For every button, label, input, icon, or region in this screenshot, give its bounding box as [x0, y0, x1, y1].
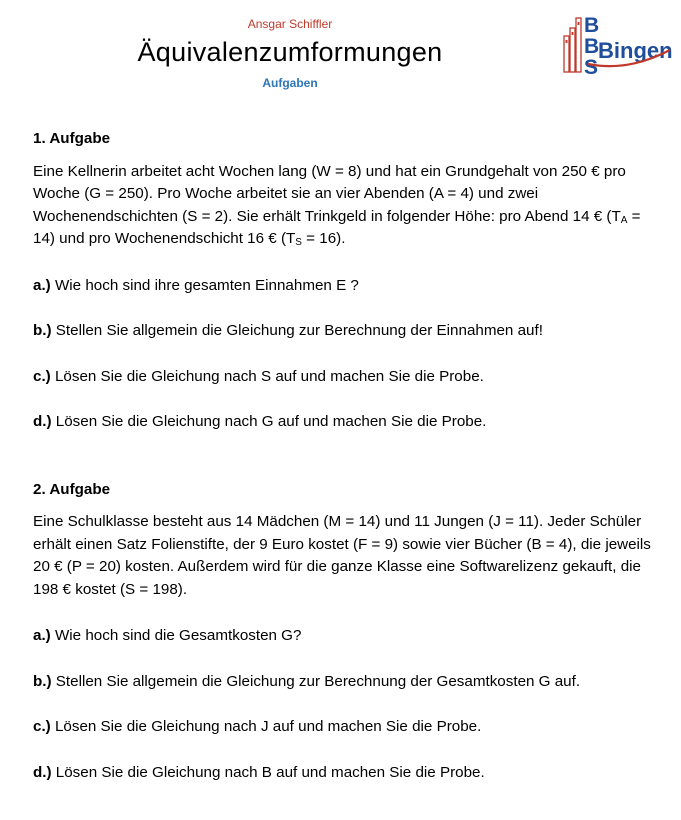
task-2-question-b: b.) Stellen Sie allgemein die Gleichung zur Berechnung der Gesamtkosten G auf.: [33, 672, 581, 690]
task-2-question-d: d.) Lösen Sie die Gleichung nach B auf und machen Sie die Probe.: [33, 763, 485, 781]
author-name: Ansgar Schiffler: [247, 17, 333, 31]
task-2-question-c: c.) Lösen Sie die Gleichung nach J auf und machen Sie die Probe.: [33, 718, 482, 735]
task-1-text: Eine Kellnerin arbeitet acht Wochen lang (W = 8) und hat ein Grundgehalt von 250 € pro Woche (G = 250). Pro Woche arbeitet sie an vier Abenden (A = 4) und zwei Wochenendschichten (S = 2). Sie erhält Trinkgeld in folgender Höhe: pro Abend 14 € $(T_A = 14)$ und pro Wochenendschicht 16 € $(T_S = 16)$.: [33, 162, 641, 248]
logo-letter-2: B: [584, 35, 600, 58]
task-1-title: 1. Aufgabe: [33, 130, 111, 147]
worksheet-content: [33, 128, 653, 807]
task-1-question-a: a.) Wie hoch sind ihre gesamten Einnahmen E ?: [33, 276, 359, 294]
task-1-question-d: d.) Lösen Sie die Gleichung nach G auf und machen Sie die Probe.: [33, 413, 487, 430]
task-2-question-a: a.) Wie hoch sind die Gesamtkosten G?: [33, 627, 302, 644]
page-subtitle: Aufgaben: [262, 76, 318, 90]
task-2-text: Eine Schulklasse besteht aus 14 Mädchen (M = 14) und 11 Jungen (J = 11). Jeder Schüler erhält einen Satz Folienstifte, der 9 Euro kostet (F = 9) sowie vier Bücher (B = 4), die jeweils 20 € (P = 20) kosten. Außerdem wird für die ganze Klasse eine Softwarelizenz gekauft, die 198 € kostet (S = 198).: [33, 513, 651, 598]
logo-letter-3: S: [584, 56, 599, 78]
building-icon: [564, 18, 581, 72]
logo-letter-1: B: [584, 14, 600, 37]
task-1-question-c: c.) Lösen Sie die Gleichung nach S auf und machen Sie die Probe.: [33, 367, 484, 385]
page-title: Äquivalenzumformungen: [137, 37, 443, 67]
task-1-question-b: b.) Stellen Sie allgemein die Gleichung zur Berechnung der Einnahmen auf!: [33, 322, 543, 339]
bbs-bingen-logo: [558, 14, 676, 78]
logo-wordmark: Bingen: [598, 38, 673, 63]
task-2-title: 2. Aufgabe: [33, 480, 111, 498]
